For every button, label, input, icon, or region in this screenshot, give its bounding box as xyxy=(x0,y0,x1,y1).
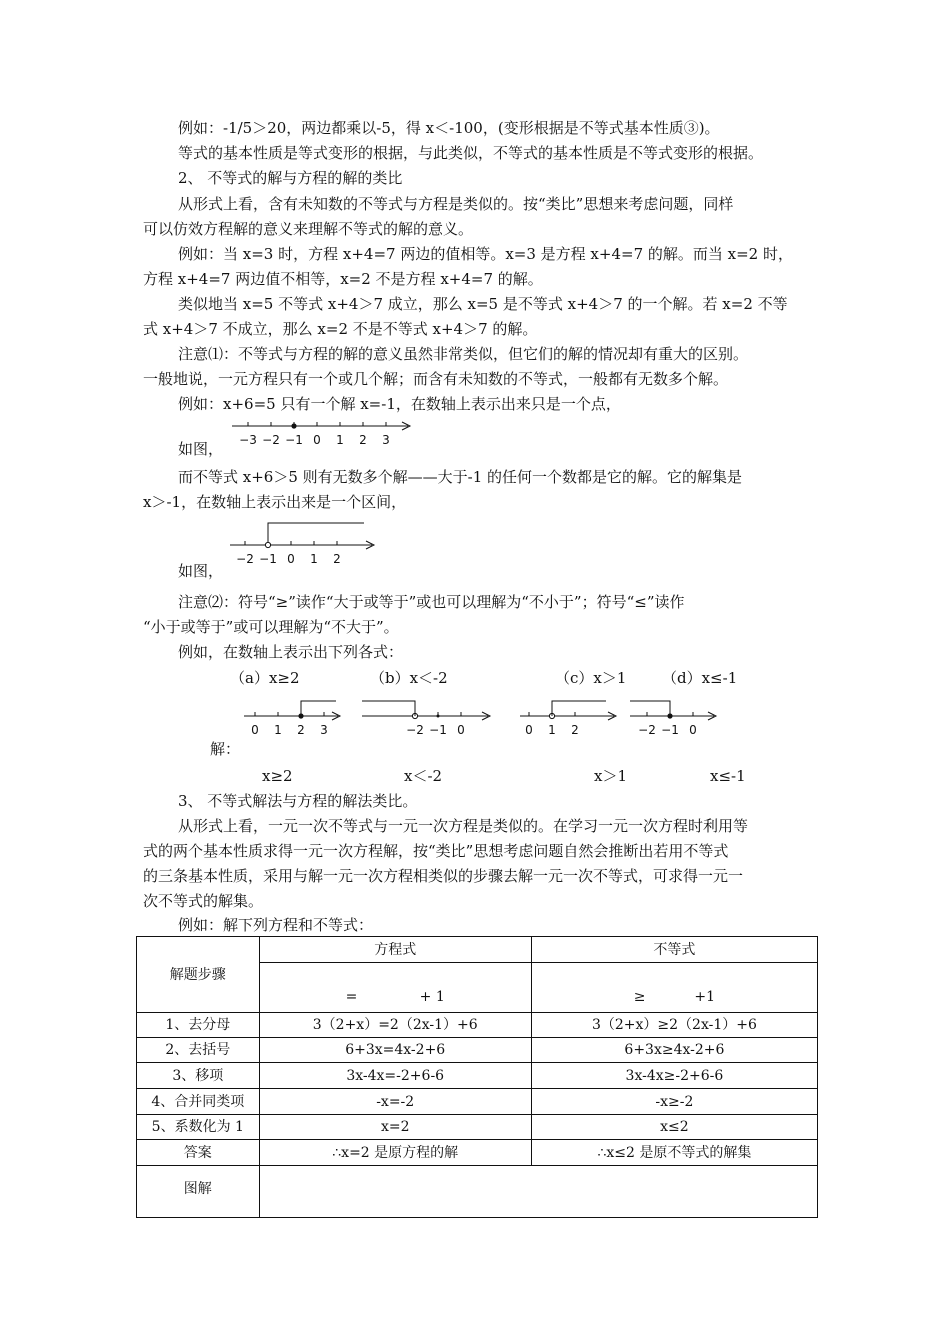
table-equation-cell: 3x-4x=-2+6-6 xyxy=(259,1063,531,1089)
table-equation-cell: 3（2+x）=2（2x-1）+6 xyxy=(259,1013,531,1038)
tick-label: 0 xyxy=(689,723,697,737)
table-header-inequality: 不等式 xyxy=(531,937,817,963)
table-header-equation: 方程式 xyxy=(259,937,531,963)
table-inequality-cell: 6+3x≥4x-2+6 xyxy=(531,1038,817,1063)
tick-label: 0 xyxy=(457,723,465,737)
paragraph-example-x5-line2: 式 x+4＞7 不成立，那么 x=2 不是不等式 x+4＞7 的解。 xyxy=(143,320,538,338)
table-row xyxy=(137,1166,818,1218)
interval-bracket xyxy=(630,701,670,716)
table-equation-cell: x=2 xyxy=(259,1115,531,1140)
exercise-a-label: （a）x≥2 xyxy=(230,669,300,687)
paragraph-infinite-solutions-line1: 而不等式 x+6＞5 则有无数多个解——大于-1 的任何一个数都是它的解。它的解集是 xyxy=(178,468,743,486)
tick-label: 2 xyxy=(333,552,341,566)
paragraph-example-x5-line1: 类似地当 x=5 不等式 x+4＞7 成立，那么 x=5 是不等式 x+4＞7 的一个解。若 x=2 不等 xyxy=(178,295,788,313)
table-inequality-cell: 3（2+x）≥2（2x-1）+6 xyxy=(531,1013,817,1038)
table-step-cell: 3、移项 xyxy=(137,1063,260,1089)
tick-label: −1 xyxy=(661,723,679,737)
tick-label: −1 xyxy=(259,552,277,566)
tick-label: 2 xyxy=(297,723,305,737)
paragraph-example-x3-line2: 方程 x+4=7 两边值不相等，x=2 不是方程 x+4=7 的解。 xyxy=(143,270,543,288)
solution-comparison-table xyxy=(136,936,818,1218)
table-row xyxy=(137,1115,818,1140)
section-heading-2: 2、 不等式的解与方程的解的类比 xyxy=(178,169,403,187)
paragraph-method-analogy-line2: 式的两个基本性质求得一元一次方程解，按“类比”思想考虑问题自然会推断出若用不等式 xyxy=(143,842,729,860)
paragraph-infinite-solutions-line2: x＞-1，在数轴上表示出来是一个区间， xyxy=(143,493,407,511)
paragraph-example-solve: 例如：解下列方程和不等式： xyxy=(178,916,374,934)
table-inequality-cell: ∴x≤2 是原不等式的解集 xyxy=(531,1140,817,1166)
interval-bracket xyxy=(362,701,415,716)
paragraph-note-1-line2: 一般地说，一元方程只有一个或几个解；而含有未知数的不等式，一般都有无数多个解。 xyxy=(143,370,729,388)
table-inequality-cell: 3x-4x≥-2+6-6 xyxy=(531,1063,817,1089)
tick-label: −1 xyxy=(429,723,447,737)
tick-label: 0 xyxy=(313,433,321,447)
table-equation-cell: ∴x=2 是原方程的解 xyxy=(259,1140,531,1166)
number-line-d xyxy=(626,692,726,742)
solution-point xyxy=(291,423,296,428)
paragraph-method-analogy-line1: 从形式上看，一元一次不等式与一元一次方程是类似的。在学习一元一次方程时利用等 xyxy=(178,817,749,835)
solution-label: 解： xyxy=(210,740,241,758)
figure-label-2: 如图， xyxy=(178,562,224,580)
tick-label: 1 xyxy=(336,433,344,447)
paragraph-basic-property: 等式的基本性质是等式变形的根据，与此类似，不等式的基本性质是不等式变形的根据。 xyxy=(178,144,764,162)
paragraph-form-analogy-line1: 从形式上看，含有未知数的不等式与方程是类似的。按“类比”思想来考虑问题，同样 xyxy=(178,195,734,213)
table-step-cell: 5、系数化为 1 xyxy=(137,1115,260,1140)
figure-label-1: 如图， xyxy=(178,440,224,458)
table-row xyxy=(137,1089,818,1115)
paragraph-example-single-solution: 例如：x+6=5 只有一个解 x=-1，在数轴上表示出来只是一个点， xyxy=(178,395,621,413)
tick-label: −2 xyxy=(406,723,424,737)
exercise-d-label: （d）x≤-1 xyxy=(662,669,738,687)
table-header-step: 解题步骤 xyxy=(137,937,260,1013)
table-row xyxy=(137,1013,818,1038)
tick-label: 1 xyxy=(548,723,556,737)
number-line-interval xyxy=(226,518,386,570)
table-step-cell: 2、去括号 xyxy=(137,1038,260,1063)
table-inequality-form: ≥ +1 xyxy=(531,963,817,1013)
tick-label: 1 xyxy=(310,552,318,566)
tick-label: 0 xyxy=(287,552,295,566)
tick-label: 2 xyxy=(571,723,579,737)
number-line-c xyxy=(516,692,626,742)
answer-b: x＜-2 xyxy=(404,767,443,785)
tick-label: 3 xyxy=(320,723,328,737)
tick-label: 0 xyxy=(251,723,259,737)
paragraph-method-analogy-line3: 的三条基本性质，采用与解一元一次方程相类似的步骤去解一元一次不等式，可求得一元一 xyxy=(143,867,744,885)
exercise-c-label: （c）x＞1 xyxy=(555,669,627,687)
table-step-cell: 答案 xyxy=(137,1140,260,1166)
number-line-a xyxy=(240,692,350,742)
tick-label: −2 xyxy=(638,723,656,737)
paragraph-example-1: 例如：-1/5＞20，两边都乘以-5，得 x＜-100，(变形根据是不等式基本性质③)。 xyxy=(178,119,720,137)
tick-label: 3 xyxy=(382,433,390,447)
table-step-cell: 图解 xyxy=(137,1166,260,1218)
paragraph-form-analogy-line2: 可以仿效方程解的意义来理解不等式的解的意义。 xyxy=(143,220,474,238)
tick-label: 0 xyxy=(525,723,533,737)
paragraph-method-analogy-line4: 次不等式的解集。 xyxy=(143,892,264,910)
tick-label: −2 xyxy=(262,433,280,447)
interval-bracket xyxy=(268,523,364,545)
table-inequality-cell: -x≥-2 xyxy=(531,1089,817,1115)
paragraph-example-represent: 例如，在数轴上表示出下列各式： xyxy=(178,643,404,661)
table-equation-cell: -x=-2 xyxy=(259,1089,531,1115)
interval-bracket xyxy=(552,701,606,716)
tick-label: −1 xyxy=(285,433,303,447)
table-equation-cell: 6+3x=4x-2+6 xyxy=(259,1038,531,1063)
table-inequality-cell: x≤2 xyxy=(531,1115,817,1140)
paragraph-note-2-line2: “小于或等于”或可以理解为“不大于”。 xyxy=(143,618,399,636)
table-row xyxy=(137,1140,818,1166)
exercise-b-label: （b）x＜-2 xyxy=(370,669,448,687)
answer-d: x≤-1 xyxy=(710,767,746,785)
table-equation-form: = + 1 xyxy=(259,963,531,1013)
tick-label: 1 xyxy=(274,723,282,737)
table-step-cell: 1、去分母 xyxy=(137,1013,260,1038)
open-point xyxy=(265,542,270,547)
paragraph-example-x3-line1: 例如：当 x=3 时，方程 x+4=7 两边的值相等。x=3 是方程 x+4=7 的解。而当 x=2 时， xyxy=(178,245,793,263)
table-graph-cell xyxy=(259,1166,817,1218)
number-line-b xyxy=(358,692,498,742)
interval-bracket xyxy=(301,701,336,716)
tick-label: −3 xyxy=(239,433,257,447)
section-heading-3: 3、 不等式解法与方程的解法类比。 xyxy=(178,792,418,810)
tick-label: −2 xyxy=(236,552,254,566)
paragraph-note-1-line1: 注意⑴：不等式与方程的解的意义虽然非常类似，但它们的解的情况却有重大的区别。 xyxy=(178,345,749,363)
table-row xyxy=(137,1063,818,1089)
paragraph-note-2-line1: 注意⑵：符号“≥”读作“大于或等于”或也可以理解为“不小于”；符号“≤”读作 xyxy=(178,593,685,611)
answer-c: x＞1 xyxy=(594,767,628,785)
number-line-single-point xyxy=(226,416,416,450)
table-step-cell: 4、合并同类项 xyxy=(137,1089,260,1115)
table-row xyxy=(137,1038,818,1063)
tick-label: 2 xyxy=(359,433,367,447)
answer-a: x≥2 xyxy=(262,767,293,785)
